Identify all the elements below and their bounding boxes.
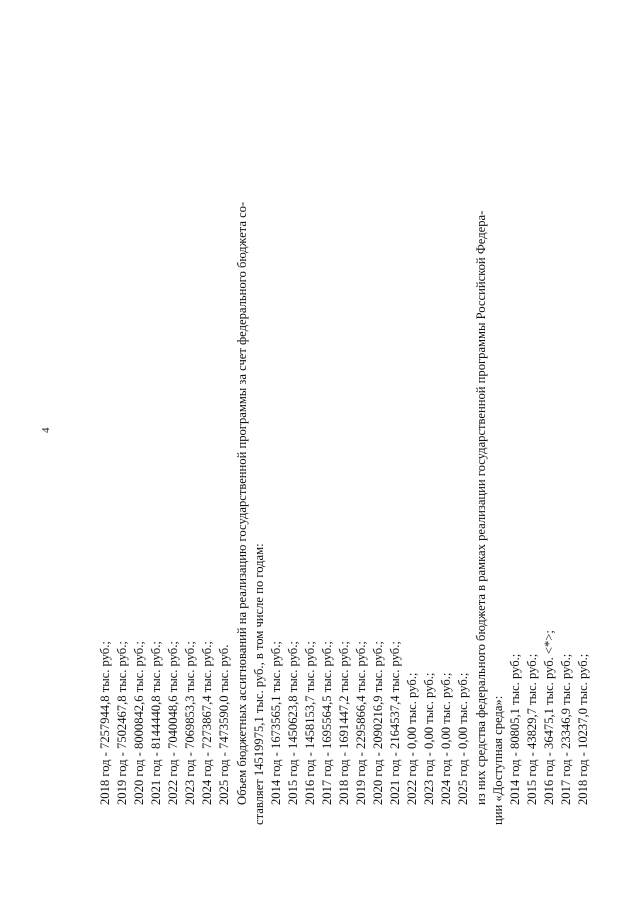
text-line: 2017 год - 23346,9 тыс. руб.; [559,653,573,805]
page-number: 4 [40,427,52,433]
text-line: 2015 год - 1450623,8 тыс. руб.; [286,641,300,805]
text-line: 2014 год - 1673565,1 тыс. руб.; [269,641,283,805]
text-line: ции «Доступная среда»: [491,695,505,825]
text-line: 2025 год - 0,00 тыс. руб.; [456,672,470,805]
text-line: 2023 год - 7069853,3 тыс. руб.; [183,641,197,805]
text-line: 2018 год - 7257944,8 тыс. руб.; [98,641,112,805]
text-line: из них средства федерального бюджета в рамках реализации государственной программы Российской Федера- [474,210,488,805]
text-line: 2024 год - 7273867,4 тыс. руб.; [200,641,214,805]
rotated-text-block [40,201,615,825]
text-line: 2025 год - 7473590,0 тыс. руб. [217,644,231,805]
text-line: ставляет 14519975,1 тыс. руб., в том числе по годам: [252,543,266,825]
text-line: 2015 год - 43829,7 тыс. руб.; [525,653,539,805]
text-line: 2017 год - 1695564,5 тыс. руб.; [320,641,334,805]
text-line: 2020 год - 2090216,9 тыс. руб.; [371,641,385,805]
text-line: 2018 год - 10237,0 тыс. руб.; [576,653,590,805]
text-line: 2020 год - 8000842,6 тыс. руб.; [132,641,146,805]
text-line: 2023 год - 0,00 тыс. руб.; [422,672,436,805]
text-line: 2024 год - 0,00 тыс. руб.; [439,672,453,805]
text-line: 2016 год - 36475,1 тыс. руб. <*>; [542,630,556,805]
text-line: 2018 год - 1691447,2 тыс. руб.; [337,641,351,805]
text-line: 2014 год - 80805,1 тыс. руб.; [508,653,522,805]
text-line: 2021 год - 2164537,4 тыс. руб.; [388,641,402,805]
text-line: 2021 год - 8144440,8 тыс. руб.; [149,641,163,805]
text-line: 2022 год - 0,00 тыс. руб.; [405,672,419,805]
text-line: Объем бюджетных ассигнований на реализацию государственной программы за счет федерального бюджета со- [235,201,249,805]
text-line: 2019 год - 2295866,4 тыс. руб.; [354,641,368,805]
text-line: 2019 год - 7502467,8 тыс. руб.; [115,641,129,805]
text-line: 2022 год - 7040048,6 тыс. руб.; [166,641,180,805]
text-line: 2016 год - 1458153,7 тыс. руб.; [303,641,317,805]
